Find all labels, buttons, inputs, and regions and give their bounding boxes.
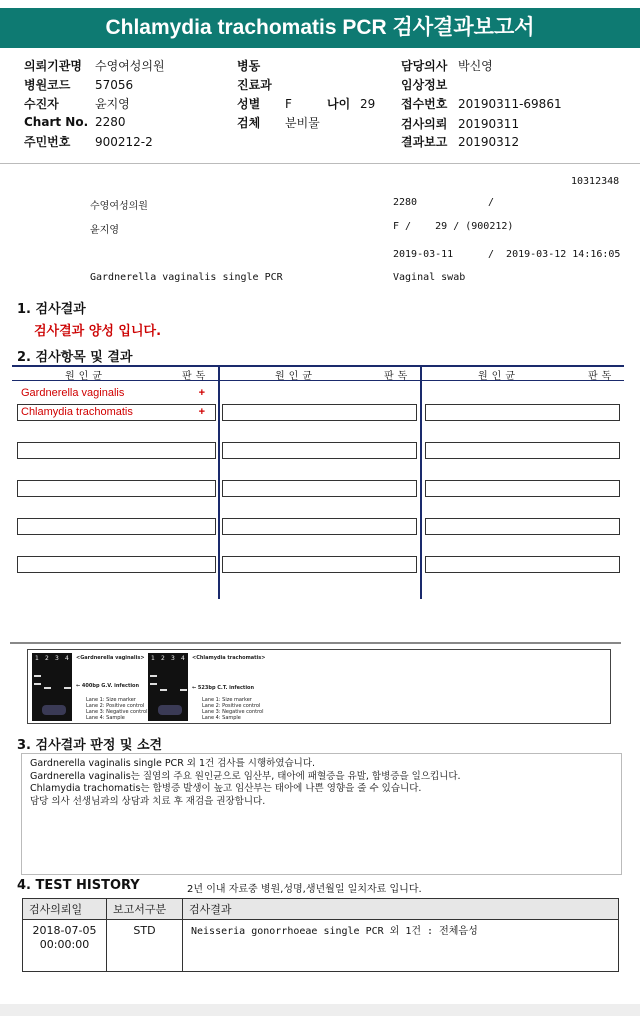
column-divider [420, 365, 422, 599]
summary-chart: 2280 [393, 197, 418, 208]
column-divider [218, 365, 220, 599]
summary-sex-age: F / 29 / (900212) [393, 221, 514, 232]
summary-specimen: Vaginal swab [393, 272, 466, 283]
pathogen-name: Gardnerella vaginalis [21, 387, 125, 399]
info-hospital-code: 병원코드 57056 [24, 78, 134, 92]
pathogen-name: Chlamydia trachomatis [21, 406, 133, 418]
history-date: 2018-07-05 [32, 924, 97, 937]
header-result: 판독 [384, 371, 412, 382]
comment-line: 담당 의사 선생님과의 상담과 치료 후 재검을 권장합니다. [30, 795, 266, 807]
empty-row [425, 442, 620, 459]
empty-row [222, 442, 417, 459]
result-row [17, 404, 216, 421]
empty-row [425, 480, 620, 497]
table-row [23, 920, 619, 972]
result-message: 검사결과 양성 입니다. [34, 324, 162, 339]
history-time: 00:00:00 [39, 938, 90, 951]
summary-hospital: 수영여성의원 [90, 201, 148, 212]
comment-line: Gardnerella vaginalis는 질염의 주요 원인균으로 임산부, 태아에 패혈증을 유발, 합병증을 일으킵니다. [30, 770, 461, 782]
header-pathogen: 원인균 [65, 371, 106, 382]
header-pathogen: 원인균 [478, 371, 519, 382]
summary-request-date: 2019-03-11 [393, 249, 454, 260]
gel-image-left: 1 2 3 4 [32, 653, 72, 721]
empty-row [17, 518, 216, 535]
history-header: 보고서구분 [107, 899, 183, 920]
gel-left-band-label: ← 400bp G.V. infection [76, 683, 140, 689]
empty-row [222, 404, 417, 421]
empty-row [222, 518, 417, 535]
info-sex: 성별 F [237, 97, 292, 111]
empty-row [222, 480, 417, 497]
info-resident-no: 주민번호 900212-2 [24, 135, 153, 149]
info-report-date: 결과보고 20190312 [401, 135, 520, 149]
section-3-title: 3. 검사결과 판정 및 소견 [17, 738, 163, 753]
info-department: 진료과 [237, 78, 272, 92]
info-patient: 수진자 윤지영 [24, 97, 130, 111]
history-header: 검사결과 [183, 899, 619, 920]
divider [0, 163, 640, 164]
gel-image-right: 1 2 3 4 [148, 653, 188, 721]
gel-right-band-label: ← 523bp C.T. infection [192, 685, 255, 691]
history-header-row [23, 899, 619, 920]
empty-row [425, 404, 620, 421]
empty-row [425, 518, 620, 535]
header-pathogen: 원인균 [275, 371, 316, 382]
summary-test-name: Gardnerella vaginalis single PCR [90, 272, 283, 283]
empty-row [17, 480, 216, 497]
gel-image-panel: 1 2 3 4 <Gardnerella vaginalis> ← 400bp G.V. infection Lane 1: Size marker Lane 2: Positive control Lane 3: Negative control Lane 4: Sample 1 2 3 4 <Chlamydia trachomatis> ← 523bp C.T. infection Lane 1: Size marker Lane 2: Positive control Lane 3: Negative control Lane 4: Sample [27, 649, 611, 724]
info-chart-no: Chart No. 2280 [24, 115, 126, 129]
result-mark: + [198, 387, 205, 399]
info-receipt-no: 접수번호 20190311-69861 [401, 97, 562, 111]
history-type: STD [107, 920, 183, 972]
section-4-title: 4. TEST HISTORY [17, 878, 140, 893]
result-mark: + [198, 406, 205, 418]
section-2-title: 2. 검사항목 및 결과 [17, 350, 133, 365]
empty-row [425, 556, 620, 573]
empty-row [17, 442, 216, 459]
gel-right-title: <Chlamydia trachomatis> [192, 655, 266, 661]
empty-row [222, 556, 417, 573]
history-result: Neisseria gonorrhoeae single PCR 외 1건 : 전체음성 [183, 920, 619, 972]
result-row [17, 385, 216, 402]
section-1-title: 1. 검사결과 [17, 302, 86, 317]
gel-left-title: <Gardnerella vaginalis> [76, 655, 145, 661]
history-note: 2년 이내 자료중 병원,성명,생년월일 일치자료 입니다. [187, 884, 422, 895]
comment-box [21, 753, 622, 875]
report-title: Chlamydia trachomatis PCR 검사결과보고서 [0, 8, 640, 48]
report-id: 10312348 [571, 176, 620, 187]
footer-bar [0, 1004, 640, 1016]
history-date-cell [23, 920, 107, 972]
info-doctor: 담당의사 박신영 [401, 59, 493, 73]
info-age: 나이 29 [327, 97, 376, 111]
comment-line: Chlamydia trachomatis는 합병증 발생이 높고 임산부는 태아에 나쁜 영향을 줄 수 있습니다. [30, 783, 422, 794]
info-request-date: 검사의뢰 20190311 [401, 117, 520, 131]
empty-row [17, 556, 216, 573]
header-result: 판독 [182, 371, 210, 382]
header-result: 판독 [588, 371, 616, 382]
history-table [22, 898, 619, 972]
info-clinical: 임상정보 [401, 78, 448, 92]
comment-line: Gardnerella vaginalis single PCR 외 1건 검사를 시행하였습니다. [30, 758, 316, 769]
history-header: 검사의뢰일 [23, 899, 107, 920]
info-specimen: 검체 분비물 [237, 116, 320, 130]
info-hospital: 의뢰기관명 수영여성의원 [24, 59, 165, 73]
summary-report-date: / 2019-03-12 14:16:05 [488, 249, 621, 260]
info-ward: 병동 [237, 59, 261, 73]
divider [10, 642, 621, 644]
summary-slash: / [488, 197, 495, 208]
summary-patient: 윤지영 [90, 225, 119, 236]
